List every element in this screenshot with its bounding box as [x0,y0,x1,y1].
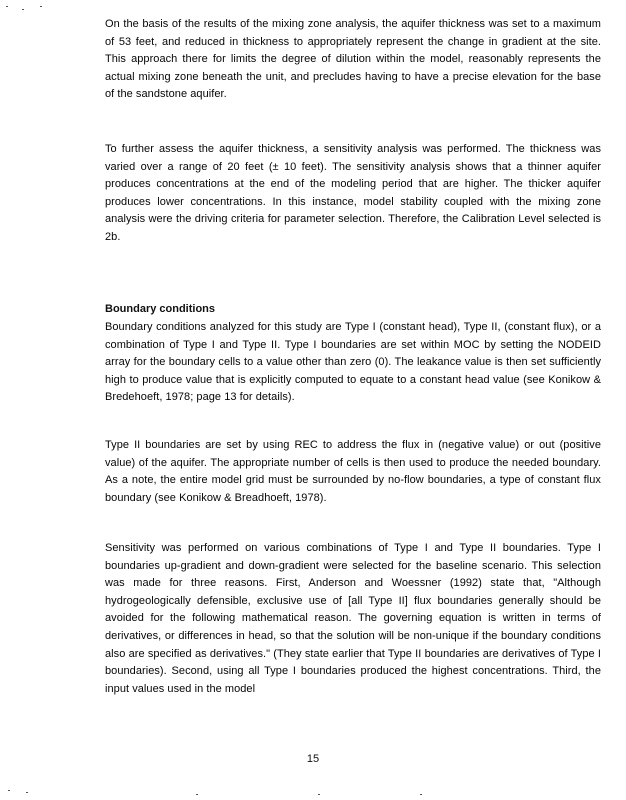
scan-speck [420,794,422,795]
page-number: 15 [306,753,320,765]
scan-speck [196,794,198,795]
paragraph-boundary-sensitivity: Sensitivity was performed on various combinations of Type I and Type II boundaries. Type I boundaries up-gradient and down-gradient were selected for the baseline scenario. This selection was made for three reasons. First, Anderson and Woessner (1992) state that, "Although hydrogeologically defensible, exclusive use of [all Type II] flux boundaries generally should be avoided for the following mathematical reason. The governing equation is written in terms of derivatives, or differences in head, so that the solution will be non-unique if the boundary conditions also are specified as derivatives." (They state earlier that Type II boundaries are derivatives of Type I boundaries). Second, using all Type I boundaries produced the highest concentrations. Third, the input values used in the model [105,542,601,695]
scan-speck [40,6,42,7]
scan-speck [26,792,28,793]
paragraph-aquifer-thickness: On the basis of the results of the mixing zone analysis, the aquifer thickness was set to a maximum of 53 feet, and reduced in thickness to appropriately represent the change in gradient at the site. This approach there for limits the degree of dilution within the model, reasonably represents the actual mixing zone beneath the unit, and precludes having to have a precise elevation for the base of the sandstone aquifer. [105,18,601,101]
section-heading-boundary-conditions: Boundary conditions [105,303,215,315]
scan-speck [6,6,8,7]
paragraph-sensitivity-analysis: To further assess the aquifer thickness, a sensitivity analysis was performed. The thickness was varied over a range of 20 feet (± 10 feet). The sensitivity analysis shows that a thinner aquifer produces concentrations at the end of the modeling period that are higher. The thicker aquifer produces lower concentrations. In this instance, model stability coupled with the mixing zone analysis were the driving criteria for parameter selection. Therefore, the Calibration Level selected is 2b. [105,143,601,243]
scan-speck [22,9,24,10]
paragraph-type-ii-boundaries: Type II boundaries are set by using REC to address the flux in (negative value) or out (positive value) of the aquifer. The appropriate number of cells is then used to produce the needed boundary. As a note, the entire model grid must be surrounded by no-flow boundaries, a type of constant flux boundary (see Konikow & Breadhoeft, 1978). [105,439,601,504]
scan-speck [8,790,10,791]
scan-speck [318,794,320,795]
paragraph-boundary-types: Boundary conditions analyzed for this study are Type I (constant head), Type II, (constant flux), or a combination of Type I and Type II. Type I boundaries are set within MOC by setting the NODEID array for the boundary cells to a value other than zero (0). The leakance value is then set sufficiently high to produce value that is explicitly computed to equate to a constant head value (see Konikow & Bredehoeft, 1978; page 13 for details). [105,321,601,404]
